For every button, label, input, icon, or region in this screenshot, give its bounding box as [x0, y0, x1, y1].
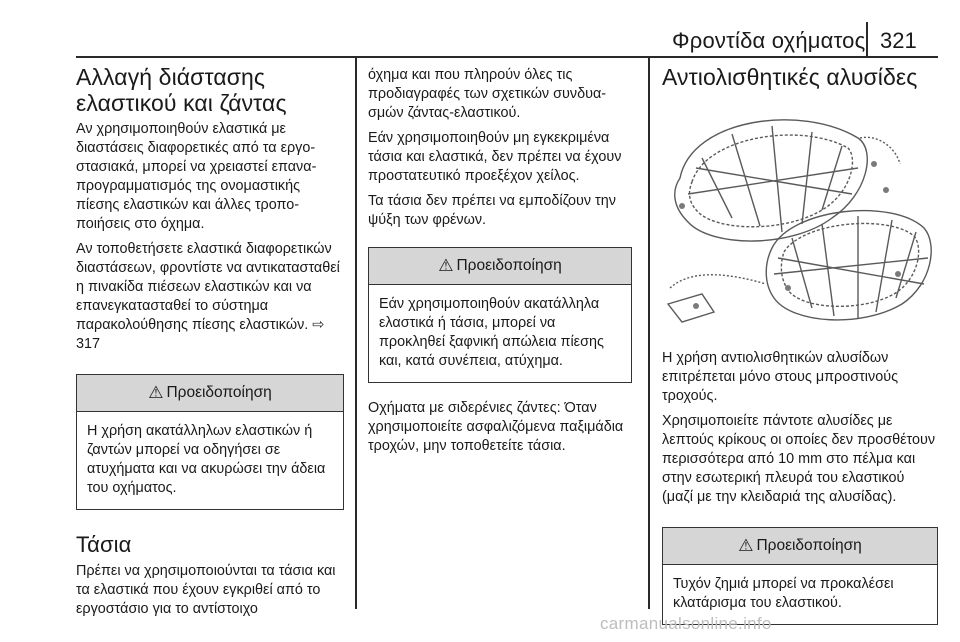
paragraph: Οχήματα με σιδερένιες ζάντες: Όταν χρησιμοποιείτε ασφαλιζόμενα παξιμάδια τροχών, μην τοποθετείτε τάσια. — [368, 400, 624, 454]
page-number: 321 — [880, 28, 917, 53]
warning-box — [368, 247, 632, 383]
chain-drawing-upper — [675, 120, 900, 241]
column-divider — [648, 57, 650, 609]
warning-title: Προειδοποίηση — [166, 384, 272, 401]
section-heading: Τάσια — [76, 532, 132, 557]
warning-header — [369, 248, 631, 285]
warning-text: Η χρήση ακατάλληλων ελαστικών ή ζαντών μπορεί να οδηγήσει σε ατυχήματα και να ακυρώσει την άδεια του οχήματος. — [87, 423, 326, 496]
watermark: carmanualsonline.info — [600, 614, 772, 633]
paragraph: όχημα και που πληρούν όλες τις προδιαγραφές των σχετικών συνδυασμών ζάντας-ελαστικού. — [368, 67, 607, 121]
section-title: Φροντίδα οχήματος — [672, 28, 866, 53]
warning-text: Τυχόν ζημιά μπορεί να προκαλέσει κλατάρισμα του ελαστικού. — [673, 576, 894, 611]
heading-line: ελαστικού και ζάντας — [76, 90, 287, 116]
warning-box — [662, 527, 938, 625]
warning-header — [663, 528, 937, 565]
chain-drawing-lower — [668, 211, 931, 322]
paragraph: Πρέπει να χρησιμοποιούνται τα τάσια και τα ελαστικά που έχουν εγκριθεί από το εργοστάσιο για το αντίστοιχο — [76, 563, 336, 617]
warning-header — [77, 375, 343, 412]
paragraph: Η χρήση αντιολισθητικών αλυσίδων επιτρέπεται μόνο στους μπροστινούς τροχούς. — [662, 350, 899, 404]
column-middle — [368, 66, 632, 456]
warning-icon: ⚠ — [438, 256, 454, 275]
warning-text: Εάν χρησιμοποιηθούν ακατάλληλα ελαστικά ή τάσια, μπορεί να προκληθεί ξαφνική απώλεια πίεσης και, κατά συνέπεια, ατύχημα. — [379, 296, 604, 369]
page-ref-link[interactable]: 317 — [76, 336, 101, 352]
warning-icon: ⚠ — [738, 536, 754, 555]
header-underline — [76, 56, 938, 58]
paragraph: Χρησιμοποιείτε πάντοτε αλυσίδες με λεπτούς κρίκους οι οποίες δεν προσθέτουν περισσότερα από 10 mm στο πέλμα και στην εσωτερική πλευρά του ελαστικού (μαζί με την κλειδαριά της αλυσίδας). — [662, 413, 936, 505]
paragraph: Τα τάσια δεν πρέπει να εμποδίζουν την ψύξη των φρένων. — [368, 193, 616, 228]
warning-title: Προειδοποίηση — [756, 537, 862, 554]
section-heading: Αντιολισθητικές αλυσίδες — [662, 64, 918, 90]
paragraph: Αν χρησιμοποιηθούν ελαστικά με διαστάσεις διαφορετικές από τα εργοστασιακά, μπορεί να χρειαστεί επαναπρογραμματισμός της ονομαστικής πίεσης ελαστικών και άλλες τροποποιήσεις στο όχημα. — [76, 121, 317, 232]
section-heading — [76, 64, 344, 116]
snow-chain-illustration — [662, 98, 938, 334]
warning-title: Προειδοποίηση — [456, 257, 562, 274]
paragraph: Εάν χρησιμοποιηθούν μη εγκεκριμένα τάσια και ελαστικά, δεν πρέπει να έχουν προστατευτικό προεξέχον χείλος. — [368, 130, 622, 184]
heading-line: Αλλαγή διάστασης — [76, 64, 266, 90]
paragraph — [76, 240, 344, 354]
warning-box — [76, 374, 344, 510]
page-header — [0, 28, 960, 56]
column-right — [662, 64, 938, 625]
header-rule — [866, 22, 868, 58]
warning-icon: ⚠ — [148, 383, 164, 402]
paragraph-text: Αν τοποθετήσετε ελαστικά διαφορετικών διαστάσεων, φροντίστε να αντικατασταθεί η πινακίδα πιέσεων ελαστικών και να επανεγκατασταθεί το σύστημα παρακολούθησης πίεσης ελαστικών. — [76, 241, 340, 333]
page-ref-icon: ⇨ — [312, 317, 325, 333]
column-divider — [355, 57, 357, 609]
column-left — [76, 64, 344, 619]
